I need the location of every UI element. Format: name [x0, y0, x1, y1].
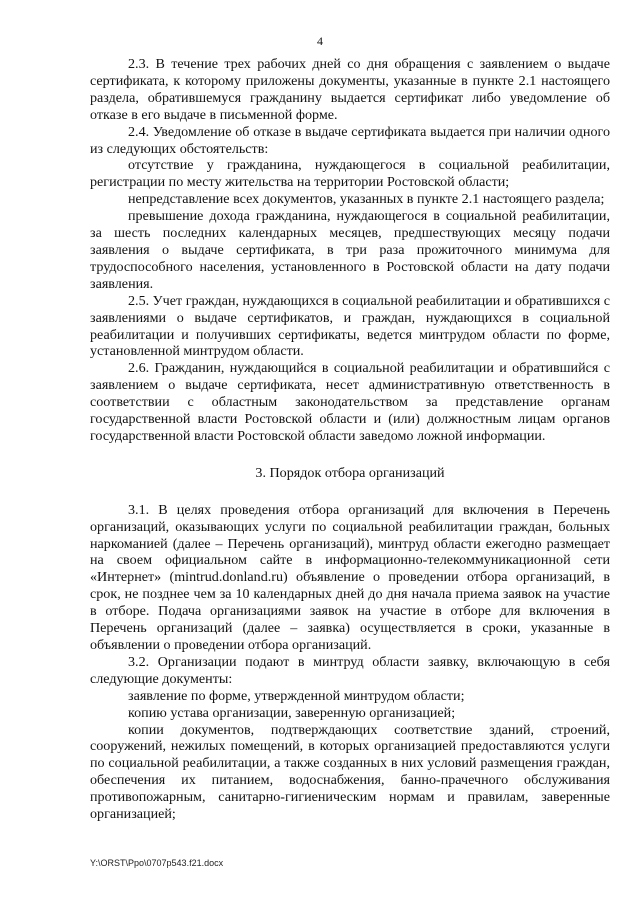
paragraph-2-3: 2.3. В течение трех рабочих дней со дня обращения с заявлением о выдаче сертификата, к которому приложены документы, указанные в пункте 2.1 настоящего раздела, обратившемуся гражданину выдается сертификат либо уведомление об отказе в его выдаче в письменной форме.	[90, 56, 610, 123]
document-body	[90, 56, 610, 823]
paragraph-2-5: 2.5. Учет граждан, нуждающихся в социальной реабилитации и обратившихся с заявлениями о выдаче сертификатов, и граждан, нуждающихся в социальной реабилитации и получивших сертификаты, ведется минтрудом области по форме, установленной минтрудом области.	[90, 292, 610, 360]
paragraph-2-6: 2.6. Гражданин, нуждающийся в социальной реабилитации и обратившийся с заявлением о выдаче сертификата, несет административную ответственность в соответствии с областным законодательством за представление органам государственной власти Ростовской области и (или) должностным лицам органов государственной власти Ростовской области заведомо ложной информации.	[90, 360, 610, 444]
paragraph-3-2-item-1: заявление по форме, утвержденной минтрудом области;	[128, 687, 465, 704]
paragraph-2-4-item-3: превышение дохода гражданина, нуждающегося в социальной реабилитации, за шесть последних календарных месяцев, предшествующих месяцу подачи заявления о выдаче сертификата, в три раза прожиточного минимума для трудоспособного населения, установленного в Ростовской области на дату подачи заявления.	[90, 208, 610, 292]
paragraph-2-4: 2.4. Уведомление об отказе в выдаче сертификата выдается при наличии одного из следующих обстоятельств:	[90, 123, 610, 157]
page-number: 4	[317, 34, 323, 48]
paragraph-3-2: 3.2. Организации подают в минтруд области заявку, включающую в себя следующие документы:	[90, 653, 610, 687]
paragraph-3-1: 3.1. В целях проведения отбора организаций для включения в Перечень организаций, оказывающих услуги по социальной реабилитации граждан, больных наркоманией (далее – Перечень организаций), минтруд области ежегодно размещает на своем официальном сайте в информационно-телекоммуникационной сети «Интернет» (mintrud.donland.ru) объявление о проведении отбора организаций, в срок, не позднее чем за 10 календарных дней до дня начала приема заявок на участие в отборе. Подача организациями заявок на участие в отборе для включения в Перечень организаций (далее – заявка) осуществляется в сроки, указанные в объявлении о проведении отбора организаций.	[90, 501, 610, 653]
footer-file-path: Y:\ORST\Ppo\0707p543.f21.docx	[90, 858, 224, 868]
paragraph-2-4-item-2: непредставление всех документов, указанных в пункте 2.1 настоящего раздела;	[128, 191, 605, 208]
paragraph-3-2-item-3: копии документов, подтверждающих соответствие зданий, строений, сооружений, нежилых помещений, в которых организацией предоставляются услуги по социальной реабилитации, а также созданных в них условий размещения граждан, обеспечения их питанием, водоснабжения, банно-прачечного обслуживания противопожарным, санитарно-гигиеническим нормам и правилам, заверенные организацией;	[90, 721, 610, 823]
paragraph-2-4-item-1: отсутствие у гражданина, нуждающегося в социальной реабилитации, регистрации по месту жительства на территории Ростовской области;	[90, 157, 610, 191]
paragraph-3-2-item-2: копию устава организации, заверенную организацией;	[128, 704, 456, 721]
section-heading: 3. Порядок отбора организаций	[255, 464, 445, 481]
